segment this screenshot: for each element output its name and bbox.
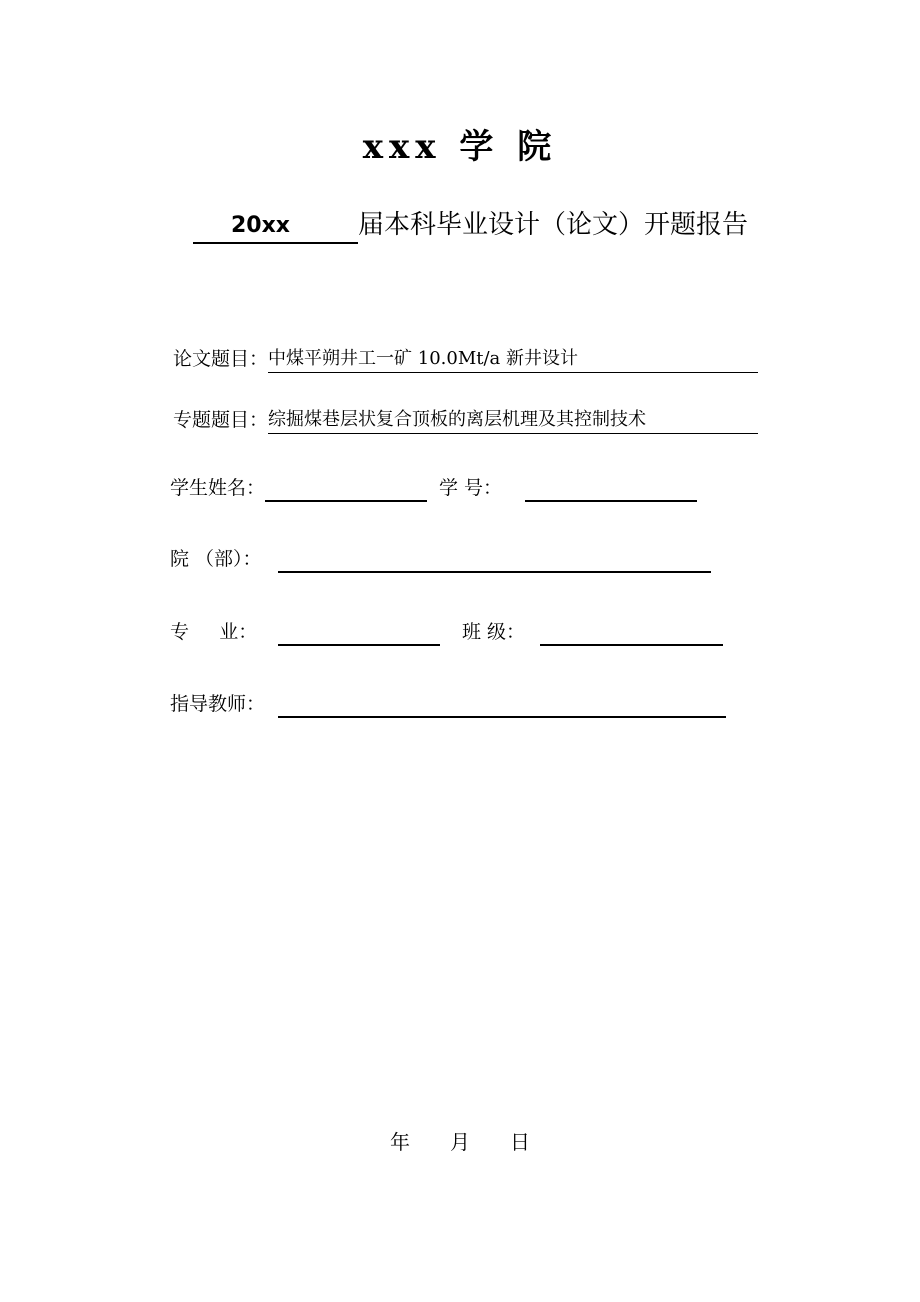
thesis-title-field[interactable]: [268, 345, 758, 373]
special-topic-value: 综掘煤巷层状复合顶板的离层机理及其控制技术: [268, 409, 647, 430]
thesis-title-label: 论文题目：: [173, 348, 269, 370]
student-id-label: 学 号：: [439, 477, 503, 499]
report-heading: [193, 200, 748, 244]
report-title: 届本科毕业设计（论文）开题报告: [358, 210, 749, 240]
date-month-char: 月: [450, 1130, 470, 1154]
student-id-field[interactable]: [525, 474, 697, 502]
date-year-char: 年: [390, 1130, 410, 1154]
class-field[interactable]: [540, 618, 723, 646]
date-line: [0, 1127, 920, 1157]
student-info-row: [170, 474, 697, 502]
student-name-label: 学生姓名：: [170, 477, 266, 499]
advisor-label: 指导教师：: [170, 693, 266, 715]
thesis-title-value: 中煤平朔井工一矿 10.0Mt/a 新井设计: [268, 348, 578, 369]
special-topic-row: [173, 406, 758, 434]
special-topic-label: 专题题目：: [173, 409, 269, 431]
special-topic-field[interactable]: [268, 406, 758, 434]
department-label: 院 （部）：: [170, 548, 262, 570]
thesis-title-row: [173, 345, 758, 373]
student-name-field[interactable]: [265, 474, 427, 502]
major-field[interactable]: [278, 618, 440, 646]
advisor-row: [170, 690, 726, 718]
graduation-year-field[interactable]: 20xx: [193, 210, 358, 244]
major-label: 专 业：: [170, 621, 258, 643]
department-field[interactable]: [278, 545, 711, 573]
department-row: [170, 545, 711, 573]
advisor-field[interactable]: [278, 690, 726, 718]
date-day-char: 日: [510, 1130, 530, 1154]
major-class-row: [170, 618, 723, 646]
college-title: xxx 学 院: [362, 127, 558, 167]
class-label: 班 级：: [462, 621, 526, 643]
